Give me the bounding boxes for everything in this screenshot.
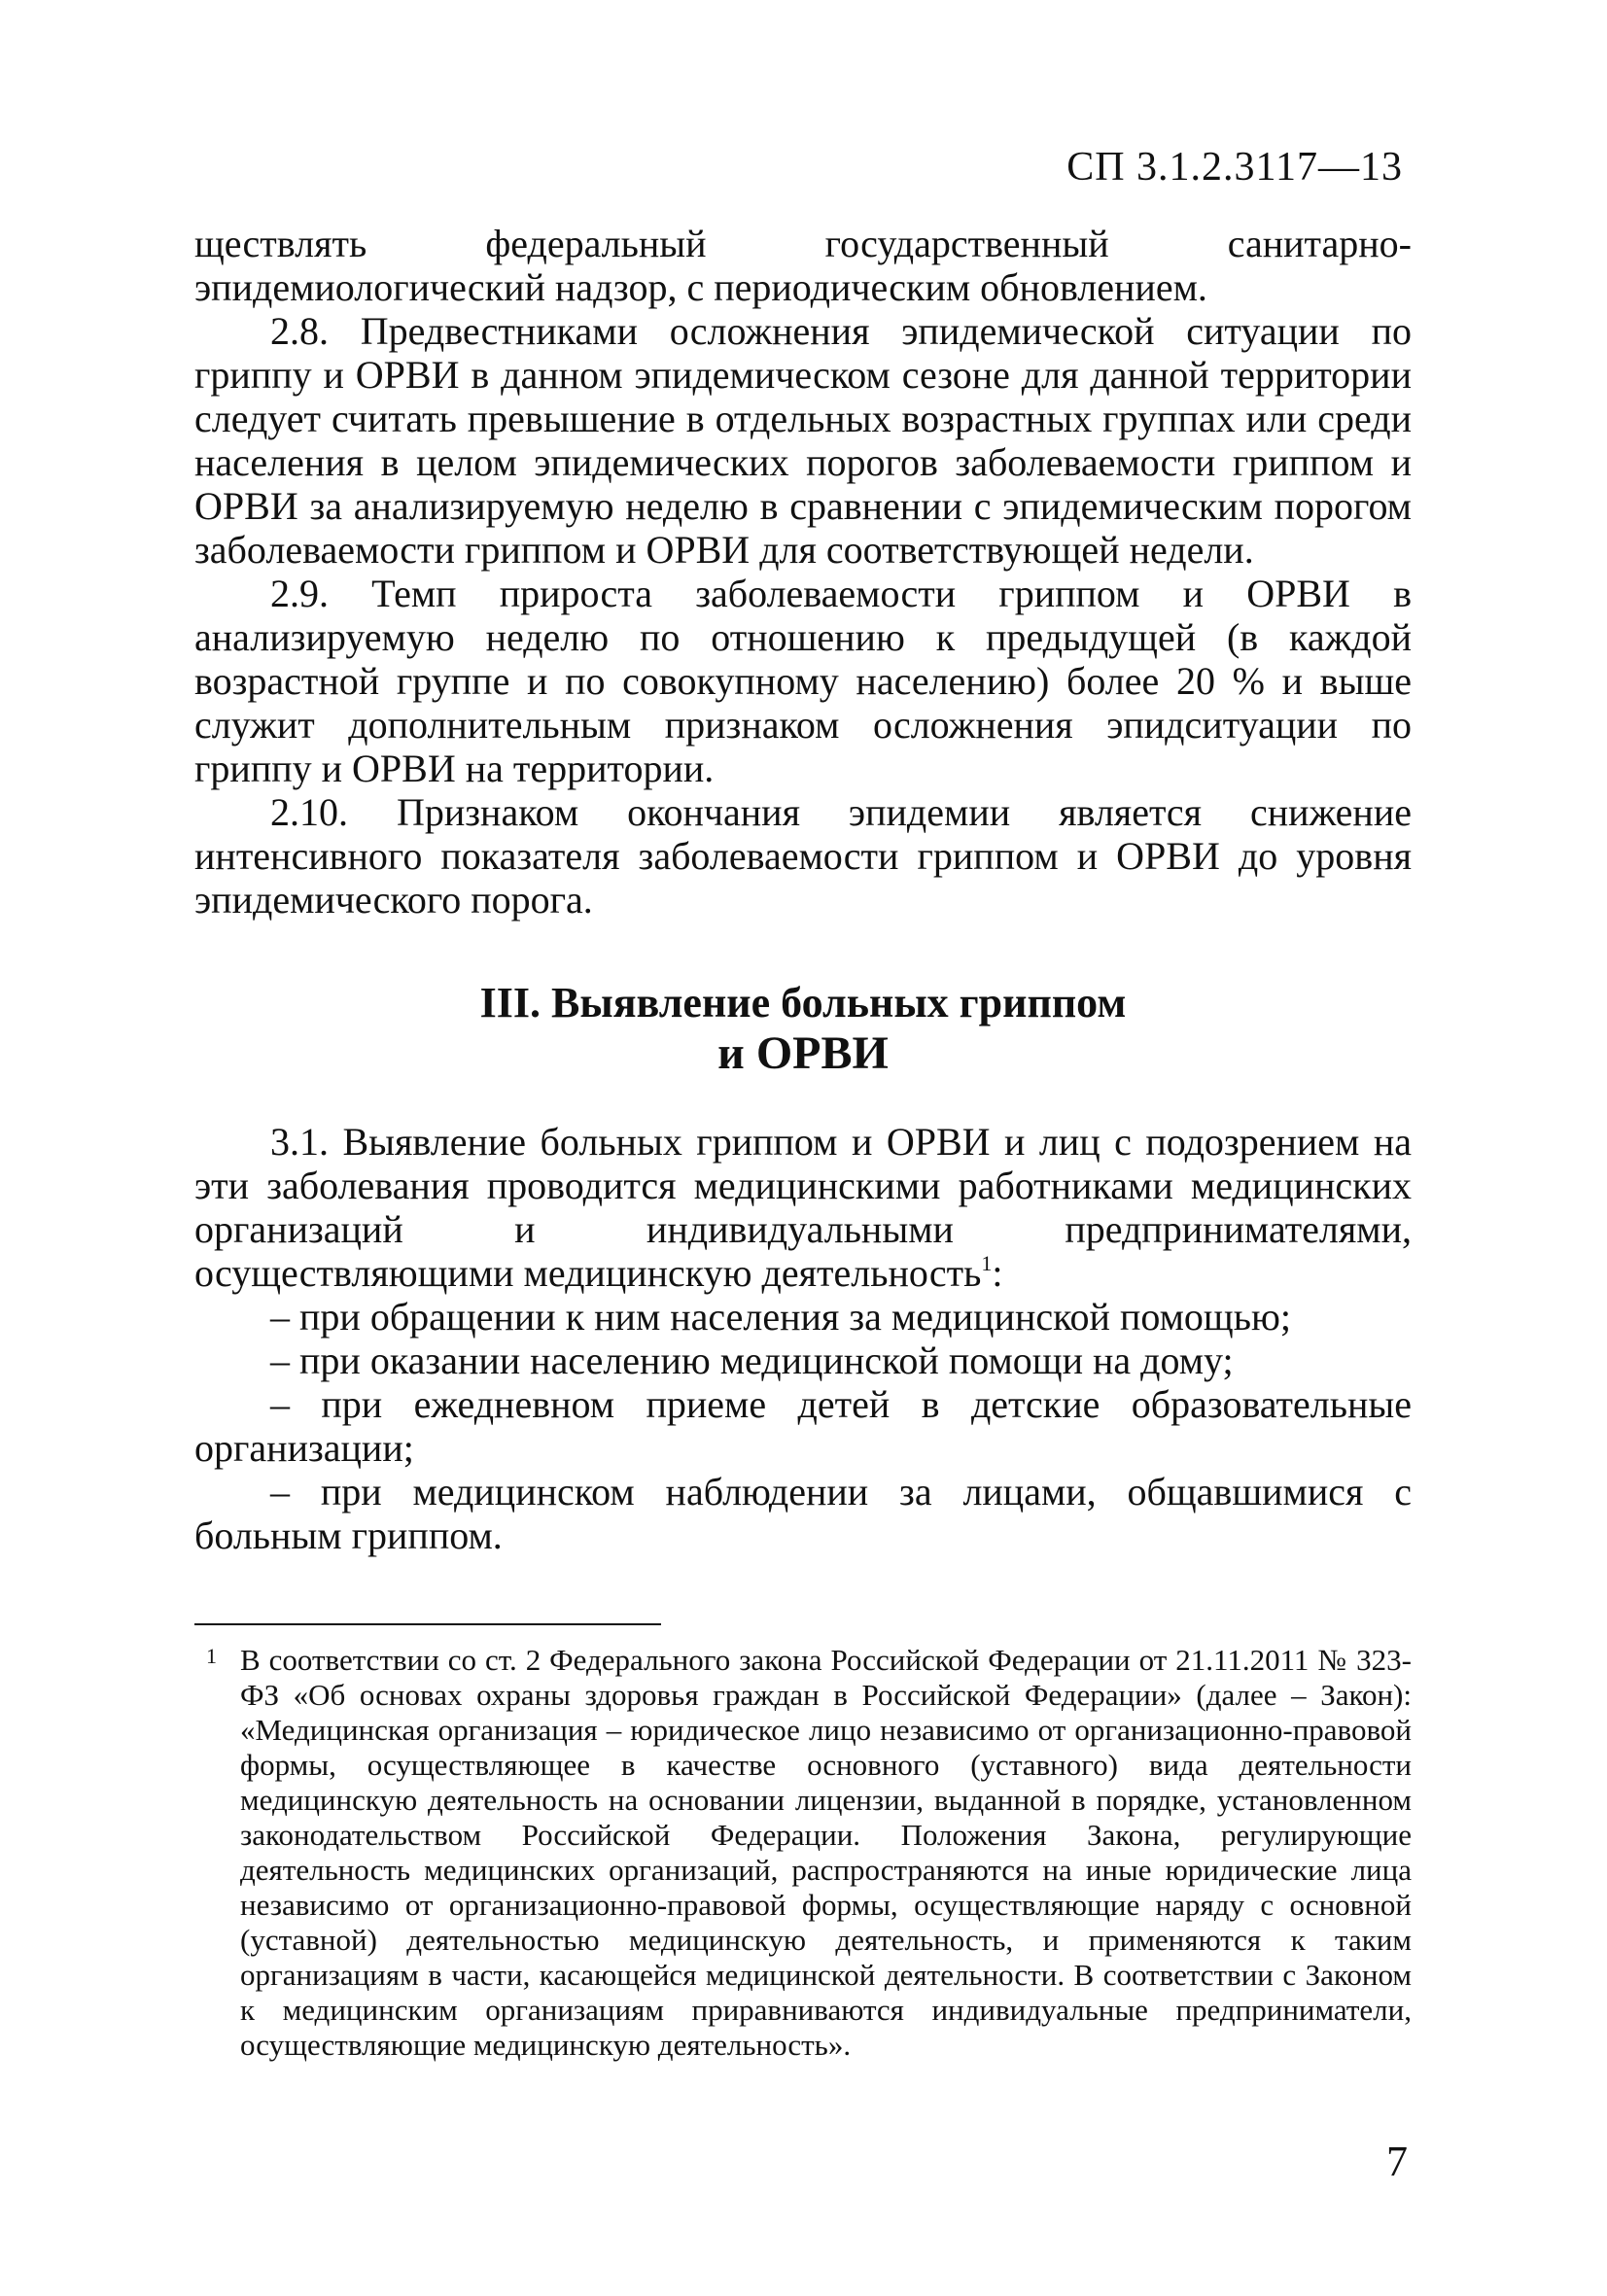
paragraph-3-1: [194, 1120, 1412, 1295]
document-code-header: СП 3.1.2.3117—13: [1066, 145, 1403, 190]
paragraph-2-9: 2.9. Темп прироста заболеваемости гриппом и ОРВИ в анализируемую неделю по отношению к предыдущей (в каждой возрастной группе и по совокупному населению) более 20 % и выше служит дополнительным признаком осложнения эпидситуации по гриппу и ОРВИ на территории.: [194, 572, 1412, 790]
paragraph-continuation: ществлять федеральный государственный санитарно-эпидемиологический надзор, с периодическим обновлением.: [194, 222, 1412, 309]
section-heading-line1: III. Выявление больных гриппом: [479, 979, 1127, 1026]
footnote: [194, 1643, 1412, 2063]
list-item: – при медицинском наблюдении за лицами, общавшимися с больным гриппом.: [194, 1470, 1412, 1557]
footnote-reference: 1: [981, 1251, 993, 1275]
paragraph-3-1-colon: :: [992, 1251, 1003, 1295]
footnote-divider: [194, 1623, 661, 1625]
footnote-number: 1: [206, 1644, 217, 1668]
main-text: [194, 222, 1412, 1557]
list-item: – при обращении к ним населения за медицинской помощью;: [270, 1295, 1291, 1339]
list-item: – при оказании населению медицинской помощи на дому;: [270, 1339, 1234, 1382]
section-heading: [194, 978, 1412, 1079]
footnote-text: В соответствии со ст. 2 Федерального закона Российской Федерации от 21.11.2011 № 323-ФЗ «Об основах охраны здоровья граждан в Российской Федерации» (далее – Закон): «Медицинская организация – юридическое лицо независимо от организационно-правовой формы, осуществляющее в качестве основного (уставного) вида деятельности медицинскую деятельность на основании лицензии, выданной в порядке, установленном законодательством Российской Федерации. Положения Закона, регулирующие деятельность медицинских организаций, распространяются на иные юридические лица независимо от организационно-правовой формы, осуществляющие наряду с основной (уставной) деятельностью медицинскую деятельность, и применяются к таким организациям в части, касающейся медицинской деятельности. В соответствии с Законом к медицинским организациям приравниваются индивидуальные предприниматели, осуществляющие медицинскую деятельность».: [240, 1643, 1412, 2062]
paragraph-3-1-text: 3.1. Выявление больных гриппом и ОРВИ и лиц с подозрением на эти заболевания проводится медицинскими работниками медицинских организаций и индивидуальными предпринимателями, осуществляющими медицинскую деятельность: [194, 1120, 1412, 1295]
paragraph-2-10: 2.10. Признаком окончания эпидемии является снижение интенсивного показателя заболеваемости гриппом и ОРВИ до уровня эпидемического порога.: [194, 790, 1412, 922]
paragraph-2-8: 2.8. Предвестниками осложнения эпидемической ситуации по гриппу и ОРВИ в данном эпидемическом сезоне для данной территории следует считать превышение в отдельных возрастных группах или среди населения в целом эпидемических порогов заболеваемости гриппом и ОРВИ за анализируемую неделю в сравнении с эпидемическим порогом заболеваемости гриппом и ОРВИ для соответствующей недели.: [194, 309, 1412, 572]
section-heading-line2: и ОРВИ: [717, 1027, 889, 1079]
list-item: – при ежедневном приеме детей в детские образовательные организации;: [194, 1382, 1412, 1470]
page-number: 7: [1386, 2138, 1408, 2185]
